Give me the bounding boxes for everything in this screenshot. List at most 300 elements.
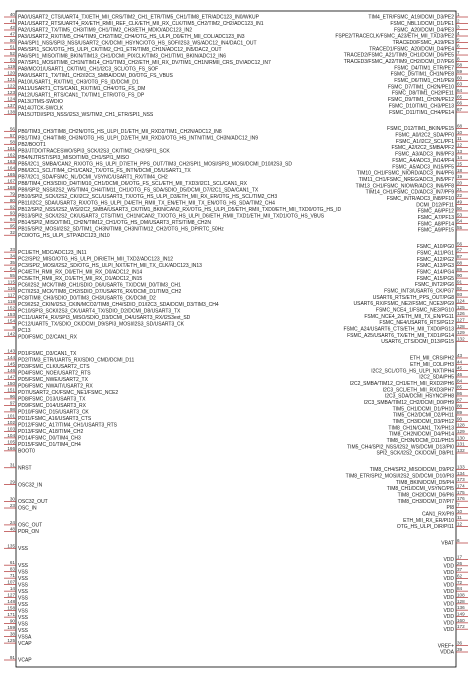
pin-number: 50 [457, 205, 463, 211]
pin-number: 127 [7, 592, 15, 598]
pin-number: 123 [7, 89, 15, 95]
pin-label: PB6/I2C1_SCL/TIM4_CH1/CAN2_TX/OTG_FS_INTN/DCMI_D5/USART1_TX [18, 167, 191, 174]
pin-number: 107 [7, 579, 15, 585]
pin-label: BOOT0 [18, 448, 35, 455]
pin-label: PC4/ETH_RMII_RX_D0/ETH_MII_RX_D0/ADC12_IN14 [18, 269, 143, 276]
pin-label: I2C3_SDA/DCMI_HSYNC/PH8 [384, 393, 454, 400]
pin-label: PA14/JTCK-SWCLK [18, 105, 64, 112]
pin-number: 56 [457, 241, 463, 247]
pin-number: 54 [9, 266, 15, 272]
pin-number: 147 [7, 374, 15, 380]
pin-number: 108 [457, 592, 465, 598]
pin-label: PB13/SPI2_SCK/I2S2_CK/USART3_CTS/TIM1_CH1N/CAN2_TX/OTG_HS_ULPI_D6/ETH_RMII_TXD1/ETH_MII_TXD1/OTG_HS_VBUS [18, 213, 325, 220]
pin-number: 160 [457, 617, 465, 623]
pin-label: VSS [18, 627, 29, 634]
pin-number: 40 [9, 12, 15, 17]
pin-number: 33 [9, 247, 15, 253]
pin-number: 90 [457, 416, 463, 422]
pin-number: 119 [7, 63, 15, 69]
pin-number: 128 [457, 323, 465, 329]
pin-label: FSMC_A10/PG0 [416, 244, 454, 251]
pin-label: I2C3_SCL/ETH_MII_RXD3/PH7 [382, 387, 454, 394]
pin-label: PC6/I2S2_MCK/TIM8_CH1/SDIO_D6/USART6_TX/DCMI_D0/TIM3_CH1 [18, 282, 181, 289]
pin-number: 166 [7, 445, 15, 451]
pin-number: 32 [9, 230, 15, 236]
pin-number: 1 [457, 12, 460, 17]
pin-label: PB0/TIM3_CH3/TIM8_CH2N/OTG_HS_ULPI_D1/ETH_MII_RXD2/TIM1_CH2N/ADC12_IN8 [18, 129, 222, 136]
pin-label: VDDA [440, 649, 454, 656]
pin-number: 151 [7, 387, 15, 393]
pin-label: TRACED1/FSMC_A20/DCMI_D4/PE4 [369, 46, 454, 53]
pin-label: USART6_RX/FSMC_NE2/FSMC_NCE3/PG9 [353, 301, 454, 308]
pin-label: TIM4_ETR/FSMC_A19/DCMI_D3/PE2 [368, 14, 454, 21]
pin-number: 153 [7, 312, 15, 318]
pin-number: 31 [9, 462, 15, 468]
pin-label: VCAP [18, 657, 32, 664]
pin-label: FSMC_D8/TIM1_CH2/PE11 [391, 90, 454, 97]
pin-number: 20 [457, 180, 463, 186]
pin-label: VDD [443, 614, 454, 621]
pin-label: I2C3_SMBA/TIM12_CH2/DCMI_D0/PH9 [363, 400, 454, 407]
pin-label: PC12/UART5_TX/SDIO_CK/DCMI_D9/SPI3_MOSI/I2S3_SD/USART3_CK [18, 321, 184, 328]
pin-label: PA3/USART2_RX/TIM5_CH4/TIM9_CH2/TIM2_CH4/OTG_HS_ULPI_D0/ETH_MII_COL/ADC123_IN3 [18, 34, 245, 41]
pin-number: 128 [457, 422, 465, 428]
pin-label: TIM8_CH2N/DCMI_D4/PH14 [388, 431, 454, 438]
pin-number: 26 [457, 560, 463, 566]
pin-label: PI8 [446, 505, 454, 512]
pin-label: ETH_MII_COL/PH3 [410, 361, 454, 368]
pin-label: FSMC_D5/TIM1_CH1N/PE8 [390, 71, 454, 78]
pin-label: TIM5_CH3/DCMI_D3/PH12 [392, 419, 454, 426]
pin-number: 118 [7, 299, 15, 305]
pin-number: 101 [7, 413, 15, 419]
pin-number: 9 [12, 325, 15, 331]
pin-number: 29 [9, 479, 15, 485]
pin-number: 97 [9, 400, 15, 406]
pin-label: VSS [18, 569, 29, 576]
pin-label: ETH_MII_RX_ER/PI10 [403, 517, 454, 524]
pin-label: PA1/USART2_RTS/UART4_RX/ETH_RMII_REF_CLK/ETH_MII_RX_CLK/TIM5_CH2/TIM2_CH2/ADC123_IN1 [18, 21, 264, 28]
pin-label: FSMC_NE4/USART6_RTS/PG12 [379, 320, 454, 327]
pin-number: 63 [457, 81, 463, 87]
pin-label: PD7/USART2_CK/FSMC_NE1/FSMC_NCE2 [18, 390, 119, 397]
pin-number: 36 [457, 640, 463, 646]
pin-number: 172 [457, 624, 465, 630]
pin-number: 14 [457, 155, 463, 161]
pin-label: FSMC_A0/I2C2_SDA/PF0 [395, 132, 454, 139]
pin-label: PB9/SPI2_NSS/I2S2_WS/TIM4_CH4/TIM11_CH1/OTG_FS_SDA/SDIO_D5/DCMI_D7/I2C1_SDA/CAN1_TX [18, 187, 259, 194]
pin-label: USART6_CTS/DCMI_D13/PG15 [381, 339, 454, 346]
pin-label: PD4/FSMC_NOE/USART2_RTS [18, 370, 91, 377]
pin-number: 93 [457, 292, 463, 298]
pin-number: 88 [457, 403, 463, 409]
pin-number: 11 [457, 136, 462, 142]
pin-number: 50 [9, 37, 15, 43]
pin-number: 18 [457, 167, 463, 173]
pin-number: 48 [9, 526, 15, 532]
pin-number: 148 [7, 599, 15, 605]
pin-label: FSMC_D12/TIM1_BKIN/PE15 [387, 126, 454, 133]
pin-number: 84 [457, 378, 463, 384]
pin-label: TIM8_CH4/SPI2_MISO/DCMI_D9/PI2 [369, 467, 454, 474]
pin-number: 71 [9, 573, 15, 579]
pin-number: 167 [7, 178, 15, 184]
pin-number: 87 [457, 397, 463, 403]
pin-number: 13 [457, 148, 463, 154]
pin-number: 23 [9, 503, 15, 509]
pin-label: PD2/TIM3_ETR/UART5_RX/SDIO_CMD/DCMI_D11 [18, 357, 135, 364]
pin-number: 10 [457, 129, 463, 135]
pin-label: OSC_IN [18, 505, 37, 512]
pin-number: 132 [457, 448, 465, 454]
pin-label: PD3/FSMC_CLK/USART2_CTS [18, 364, 90, 371]
pin-label: FSMC_A20/DCMI_D4/PE3 [393, 27, 454, 34]
pin-number: 57 [9, 132, 15, 138]
pin-label: PA11/USART1_CTS/CAN1_RX/TIM1_CH4/OTG_FS_DM [18, 86, 146, 93]
pin-number: 19 [457, 174, 463, 180]
pin-number: 7 [457, 502, 460, 508]
pin-number: 2 [457, 18, 460, 24]
pin-number: 17 [457, 554, 463, 560]
pin-label: FSMC_D11/TIM1_CH4/PE14 [389, 109, 454, 116]
pin-number: 89 [457, 266, 463, 272]
pin-label: VSSA [18, 634, 32, 641]
pin-label: TIM8_ETR/SPI2_MOSI/I2S2_SD/DCMI_D10/PI3 [345, 473, 454, 480]
pin-label: I2C2_SDA/PH5 [419, 374, 454, 381]
pin-number: 57 [457, 247, 463, 253]
pin-label: FSMC_A3/ADC3_IN9/PF3 [395, 151, 454, 158]
pin-label: FSMC_NBL1/DCMI_D1/PE1 [390, 21, 454, 28]
pin-label: VDD [443, 576, 454, 583]
pin-number: 124 [7, 96, 15, 102]
pin-label: PA4/SPI1_NSS/SPI3_NSS/USART2_CK/DCMI_HSYNC/OTG_HS_SOF/I2S3_WS/ADC12_IN4/DAC1_OUT [18, 40, 257, 47]
pin-number: 79 [9, 191, 15, 197]
pin-number: 49 [457, 199, 463, 205]
pin-label: ETH_MII_CRS/PH2 [409, 355, 454, 362]
pin-label: USART6_RTS/ETH_PPS_OUT/PG8 [372, 294, 454, 301]
pin-label: VSS [18, 582, 29, 589]
pin-label: PA0/USART2_CTS/UART4_TX/ETH_MII_CRS/TIM2_CH1_ETR/TIM5_CH1/TIM8_ETR/ADC123_IN0/WKUP [18, 14, 259, 21]
pin-label: FSMC_A8/PF14 [417, 221, 454, 228]
pin-label: FSMC_A4/ADC3_IN14/PF4 [392, 157, 454, 164]
pin-label: FSMC_D7/TIM1_CH2N/PE10 [387, 84, 454, 91]
pin-number: 51 [9, 44, 15, 50]
pin-label: VSS [18, 588, 29, 595]
pin-label: TIM14_CH1/FSMC_CD/ADC3_IN7/PF9 [365, 189, 454, 196]
pin-number: 53 [457, 212, 463, 218]
pin-label: PC8/TIM8_CH3/SDIO_D0/TIM3_CH3/USART6_CK/DCMI_D2 [18, 295, 156, 302]
pin-label: PA8/MCO1/USART1_CK/TIM1_CH1/I2C3_SCL/OTG_FS_SOF [18, 66, 159, 73]
pin-label: PB1/TIM3_CH4/TIM8_CH3N/OTG_HS_ULPI_D2/ETH_MII_RXD3/OTG_HS_INTN/TIM1_CH3N/ADC12_IN9 [18, 135, 259, 142]
pin-label: PA9/USART1_TX/TIM1_CH2/I2C3_SMBA/DCMI_D0/OTG_FS_VBUS [18, 73, 173, 80]
pin-number: 159 [7, 625, 15, 631]
pin-number: 161 [7, 145, 15, 151]
pin-number: 41 [9, 18, 15, 24]
pin-label: PA2/USART2_TX/TIM5_CH3/TIM9_CH1/TIM2_CH3/ETH_MDIO/ADC123_IN2 [18, 27, 193, 34]
pin-number: 55 [457, 224, 463, 230]
pin-label: PC0/OTG_HS_ULPI_STP/ADC123_IN10 [18, 232, 110, 239]
pin-number: 164 [7, 165, 15, 171]
pin-number: 124 [457, 298, 465, 304]
pin-label: PD1/FSMC_D3/CAN1_TX [18, 351, 77, 358]
pin-label: FSMC_A24/USART6_CTS/ETH_MII_TXD0/PG13 [343, 326, 454, 333]
pin-label: FSMC_A1/I2C2_SCL/PF1 [395, 138, 454, 145]
pin-number: 117 [7, 292, 15, 298]
pin-label: FSMC_A13/PG3 [416, 263, 454, 270]
pin-label: OTG_HS_ULPI_DIR/PI11 [396, 524, 454, 531]
pin-label: FSMC_INT3/USART6_CK/PG7 [384, 288, 454, 295]
pin-number: 64 [457, 88, 463, 94]
pin-number: 142 [7, 331, 15, 337]
pin-number: 129 [457, 428, 465, 434]
pin-label: I2C2_SMBA/TIM12_CH1/ETH_MII_RXD2/PH6 [349, 380, 454, 387]
pin-label: VSS [18, 614, 29, 621]
pin-label: DCMI_D12/PF11 [416, 202, 454, 209]
pin-number: 85 [457, 384, 463, 390]
pin-number: 43 [457, 352, 463, 358]
pin-number: 15 [457, 161, 463, 167]
pin-number: 103 [7, 426, 15, 432]
pin-number: 125 [7, 638, 15, 644]
pin-number: 10 [457, 508, 463, 514]
pin-label: PD14/FSMC_D0/TIM4_CH3 [18, 435, 81, 442]
pin-label: NRST [18, 465, 32, 472]
pin-number: 53 [9, 57, 15, 63]
pin-label: PC7/I2S3_MCK/TIM8_CH2/SDIO_D7/USART6_RX/DCMI_D1/TIM3_CH2 [18, 288, 182, 295]
pin-label: PC13 [18, 327, 31, 334]
pin-number: 95 [9, 223, 15, 229]
pin-number: 68 [457, 123, 463, 129]
pin-number: 65 [457, 94, 463, 100]
pin-label: I2C2_SCL/OTG_HS_ULPI_NXT/PH4 [371, 368, 454, 375]
pin-number: 61 [9, 560, 15, 566]
pin-label: PA15/JTDI/SPI3_NSS/I2S3_WS/TIM2_CH1_ETR/SPI1_NSS [18, 112, 154, 119]
pin-number: 144 [7, 354, 15, 360]
pin-label: VDD [443, 557, 454, 564]
pin-label: PB5/I2C1_SMBA/CAN2_RX/OTG_HS_ULPI_D7/ETH_PPS_OUT/TIM3_CH2/SPI1_MOSI/SPI3_MOSI/DCMI_D10/I2S3_SD [18, 161, 292, 168]
pin-number: 92 [9, 204, 15, 210]
pin-label: TIM13_CH1/FSMC_NIOWR/ADC3_IN6/PF8 [355, 183, 454, 190]
pin-number: 136 [457, 605, 465, 611]
pin-number: 92 [457, 285, 463, 291]
pin-number: 84 [457, 586, 463, 592]
pin-label: PB11/I2C2_SDA/USART3_RX/OTG_HS_ULPI_D4/ETH_RMII_TX_EN/ETH_MII_TX_EN/OTG_HS_SDA/TIM2_CH4 [18, 200, 275, 207]
pin-number: 143 [7, 348, 15, 354]
pin-number: 165 [7, 171, 15, 177]
pin-label: FSMC_D6/TIM1_CH1/PE9 [394, 78, 454, 85]
pin-number: 4 [457, 31, 460, 37]
pin-number: 115 [7, 279, 15, 285]
pin-label: CAN1_RX/PI9 [422, 511, 454, 518]
pin-label: PD10/FSMC_D15/USART3_CK [18, 409, 89, 416]
pin-number: 88 [457, 260, 463, 266]
pin-label: PC10/SPI3_SCK/I2S3_CK/UART4_TX/SDIO_D2/DCMI_D8/USART3_TX [18, 308, 181, 315]
pin-label: OSC32_OUT [18, 499, 48, 506]
pin-label: FSMC_INT2/PG6 [414, 282, 454, 289]
pin-number: 154 [7, 318, 15, 324]
pin-label: PA5/SPI1_SCK/OTG_HS_ULPI_CK/TIM2_CH1_ETR/TIM8_CH1N/ADC12_IN5/DAC2_OUT [18, 47, 222, 54]
pin-number: 168 [7, 184, 15, 190]
pin-number: 171 [7, 612, 15, 618]
pin-label: VSS [18, 621, 29, 628]
pin-label: PC11/UART4_RX/SPI3_MISO/SDIO_D3/DCMI_D4/USART3_RX/I2S3ext_SD [18, 314, 191, 321]
pin-label: VREF+ [437, 643, 454, 650]
pin-number: 138 [7, 109, 15, 115]
pin-label: PB15/SPI2_MOSI/I2S2_SD/TIM1_CH3N/TIM8_CH3N/TIM12_CH2/OTG_HS_DP/RTC_50Hz [18, 226, 224, 233]
pin-number: 131 [457, 441, 465, 447]
pin-label: VSS [18, 545, 29, 552]
pin-number: 56 [9, 126, 15, 132]
pin-label: FSPE2/TRACECLK/FSMC_A23/ETH_MII_TXD3/PE2 [335, 33, 454, 40]
pin-label: PD12/FSMC_A17/TIM4_CH1/USART3_RTS [18, 422, 118, 429]
pin-number: 83 [9, 566, 15, 572]
pin-label: PB7/I2C1_SDA/FSMC_NL/DCMI_VSYNC/USART1_RX/TIM4_CH2 [18, 174, 168, 181]
pin-number: 89 [457, 409, 463, 415]
pin-label: VDD [443, 595, 454, 602]
pin-label: VDD [443, 569, 454, 576]
pin-label: OSC32_IN [18, 482, 43, 489]
pin-label: VSS [18, 575, 29, 582]
pin-number: 54 [457, 218, 463, 224]
pin-number: 94 [9, 217, 15, 223]
pin-number: 60 [457, 75, 463, 81]
pin-number: 96 [9, 393, 15, 399]
pin-label: TIM8_CH2/DCMI_D6/PI6 [397, 492, 454, 499]
pin-label: TRACED3/FSMC_A22/TIM9_CH2/DCMI_D7/PE6 [343, 59, 454, 66]
pin-label: FSMC_NCE4_1/FSMC_NE3/PG10 [375, 307, 454, 314]
pin-number: 146 [7, 367, 15, 373]
pin-number: 12 [457, 142, 463, 148]
pin-number: 149 [457, 611, 465, 617]
pin-label: FSMC_NCE4_2/ETH_MII_TX_EN/PG11 [364, 313, 454, 320]
pin-number: 30 [9, 496, 15, 502]
pin-label: OSC_OUT [18, 522, 43, 529]
pin-label: PB2/BOOT1 [18, 142, 46, 149]
pin-number: 12 [457, 521, 463, 527]
pin-label: PA10/USART1_RX/TIM1_CH3/OTG_FS_ID/DCMI_D1 [18, 79, 139, 86]
pin-number: 163 [7, 158, 15, 164]
pin-number: 145 [7, 361, 15, 367]
pin-number: 66 [457, 100, 463, 106]
pin-number: 128 [457, 598, 465, 604]
pin-number: 133 [457, 464, 465, 470]
pin-number: 80 [9, 197, 15, 203]
pin-label: PA6/SPI1_MISO/TIM8_BKIN/TIM13_CH1/DCMI_PIXCLK/TIM3_CH1/TIM1_BKIN/ADC12_IN6 [18, 53, 227, 60]
pin-label: PD0/FSMC_D2/CAN1_RX [18, 334, 77, 341]
pin-number: 8 [457, 56, 460, 62]
pin-label: TIM5_CH4/SPI2_NSS/I2S2_WS/DCMI_D13/PI0 [347, 444, 454, 451]
pin-label: SPI2_SCK/I2S2_CK/DCMI_D8/PI1 [376, 450, 454, 457]
pin-label: VDD [443, 601, 454, 608]
pin-number: 132 [457, 336, 465, 342]
pin-label: FSMC_D4/TIM1_ETR/PE7 [394, 65, 454, 72]
pin-label: PD5/FSMC_NWE/USART2_TX [18, 377, 88, 384]
pin-label: FSMC_A9/PF15 [417, 227, 454, 234]
pin-number: 22 [457, 193, 463, 199]
pin-label: FSMC_A15/PG5 [416, 275, 454, 282]
pin-number: 120 [7, 70, 15, 76]
pin-label: PB3/JTDO/TRACESWO/SPI3_SCK/I2S3_CK/TIM2_CH2/SPI1_SCK [18, 148, 170, 155]
pin-number: 37 [457, 567, 463, 573]
pin-label: PD8/FSMC_D13/USART3_TX [18, 396, 86, 403]
pin-number: 126 [457, 311, 465, 317]
pin-number: 104 [7, 432, 15, 438]
pin-number: 137 [7, 102, 15, 108]
pin-label: FSMC_A6/PF12 [417, 208, 454, 215]
pin-number: 39 [457, 647, 463, 652]
pin-number: 86 [457, 390, 463, 396]
pin-number: 150 [7, 380, 15, 386]
pin-label: VDD [443, 626, 454, 633]
pin-label: FSMC_A12/PG2 [416, 256, 454, 263]
pin-label: PC5/ETH_RMII_RX_D1/ETH_MII_RX_D1/ADC12_IN15 [18, 275, 143, 282]
pin-label: VSS [18, 608, 29, 615]
pin-number: 158 [7, 605, 15, 611]
pin-label: VDD [443, 582, 454, 589]
pin-number: 24 [9, 519, 15, 525]
pin-number: 129 [457, 330, 465, 336]
pin-number: 42 [9, 24, 15, 30]
pin-label: PB14/SPI2_MISO/TIM1_CH2N/TIM12_CH1/OTG_HS_DM/USART3_RTS/TIM8_CH2N [18, 219, 211, 226]
pin-label: PB12/SPI2_NSS/I2S2_WS/I2C2_SMBA/USART3_CK/TIM1_BKIN/CAN2_RX/OTG_HS_ULPI_D5/ETH_RMII_TXD0/ETH_MII_TXD0/OTG_HS_ID [18, 206, 342, 213]
pin-number: 173 [457, 477, 465, 483]
pin-number: 34 [9, 253, 15, 259]
pin-number: 21 [457, 186, 463, 192]
pin-number: 162 [7, 152, 15, 158]
pin-number: 116 [7, 286, 15, 292]
pin-number: 58 [9, 139, 15, 145]
pin-number: 6 [457, 537, 460, 543]
pin-number: 87 [457, 254, 463, 260]
pin-number: 14 [9, 586, 15, 592]
pin-number: 46 [457, 371, 463, 377]
pin-label: PA7/SPI1_MOSI/TIM8_CH1N/TIM14_CH1/TIM3_CH2/ETH_MII_RX_DV/TIM1_CH1N/RMII_CRS_DV/ADC12_IN7 [18, 60, 271, 67]
pin-label: PC3/SPI2_MOSI/I2S2_SD/OTG_HS_ULPI_NXT/ETH_MII_TX_CLK/ADC123_IN13 [18, 262, 202, 269]
pin-number: 58 [457, 62, 463, 68]
pin-number: 35 [9, 260, 15, 266]
pin-label: PD11/FSMC_A16/USART3_CTS [18, 416, 92, 423]
pin-label: PC9/I2S2_CKIN/I2S3_CKIN/MCO2/TIM8_CH4/SDIO_D1/I2C3_SDA/DCMI_D3/TIM3_CH4 [18, 301, 219, 308]
pin-number: 91 [457, 279, 463, 285]
pin-number: 11 [457, 515, 462, 521]
pin-label: TRACED2/FSMC_A21/TIM9_CH1/DCMI_D6/PE5 [343, 52, 454, 59]
pin-label: VDD [443, 588, 454, 595]
pin-number: 127 [457, 317, 465, 323]
pin-label: PD15/FSMC_D1/TIM4_CH4 [18, 442, 81, 449]
pin-label: FSMC_A25/USART6_TX/ETH_MII_TXD1/PG14 [347, 332, 454, 339]
pin-number: 6 [457, 43, 460, 49]
pin-label: TIM10_CH1/FSMC_NIORD/ADC3_IN4/PF6 [356, 170, 454, 177]
pin-number: 45 [457, 365, 463, 371]
pin-label: TIM8_BKIN/DCMI_D5/PI4 [395, 479, 454, 486]
pin-label: PB4/NJTRST/SPI3_MISO/TIM3_CH1/SPI1_MISO [18, 154, 130, 161]
pin-label: PB10/SPI2_SCK/I2S2_CK/I2C2_SCL/USART3_TX/OTG_HS_ULPI_D3/ETH_MII_RX_ER/OTG_HS_SCL/TIM2_CH3 [18, 193, 278, 200]
pin-number: 102 [7, 419, 15, 425]
pin-number: 93 [9, 210, 15, 216]
pin-label: FSMC_INTR/ADC3_IN8/PF10 [386, 195, 454, 202]
pin-number: 152 [7, 305, 15, 311]
pin-label: PB8/TIM4_CH3/SDIO_D4/TIM10_CH1/DCMI_D6/OTG_FS_SCL/ETH_MII_TXD3/I2C1_SCL/CAN1_RX [18, 180, 247, 187]
pin-label: VSS [18, 595, 29, 602]
pin-number: 62 [457, 573, 463, 579]
pin-label: FSMC_A5/ADC3_IN15/PF5 [392, 164, 454, 171]
pin-label: TIM8_CH1/DCMI_VSYNC/PI5 [386, 486, 454, 493]
pin-label: VSS [18, 601, 29, 608]
pin-number: 38 [9, 631, 15, 637]
pin-label: FSMC_A11/PG1 [417, 250, 454, 257]
pin-number: 105 [7, 439, 15, 445]
pin-number: 72 [457, 579, 463, 585]
